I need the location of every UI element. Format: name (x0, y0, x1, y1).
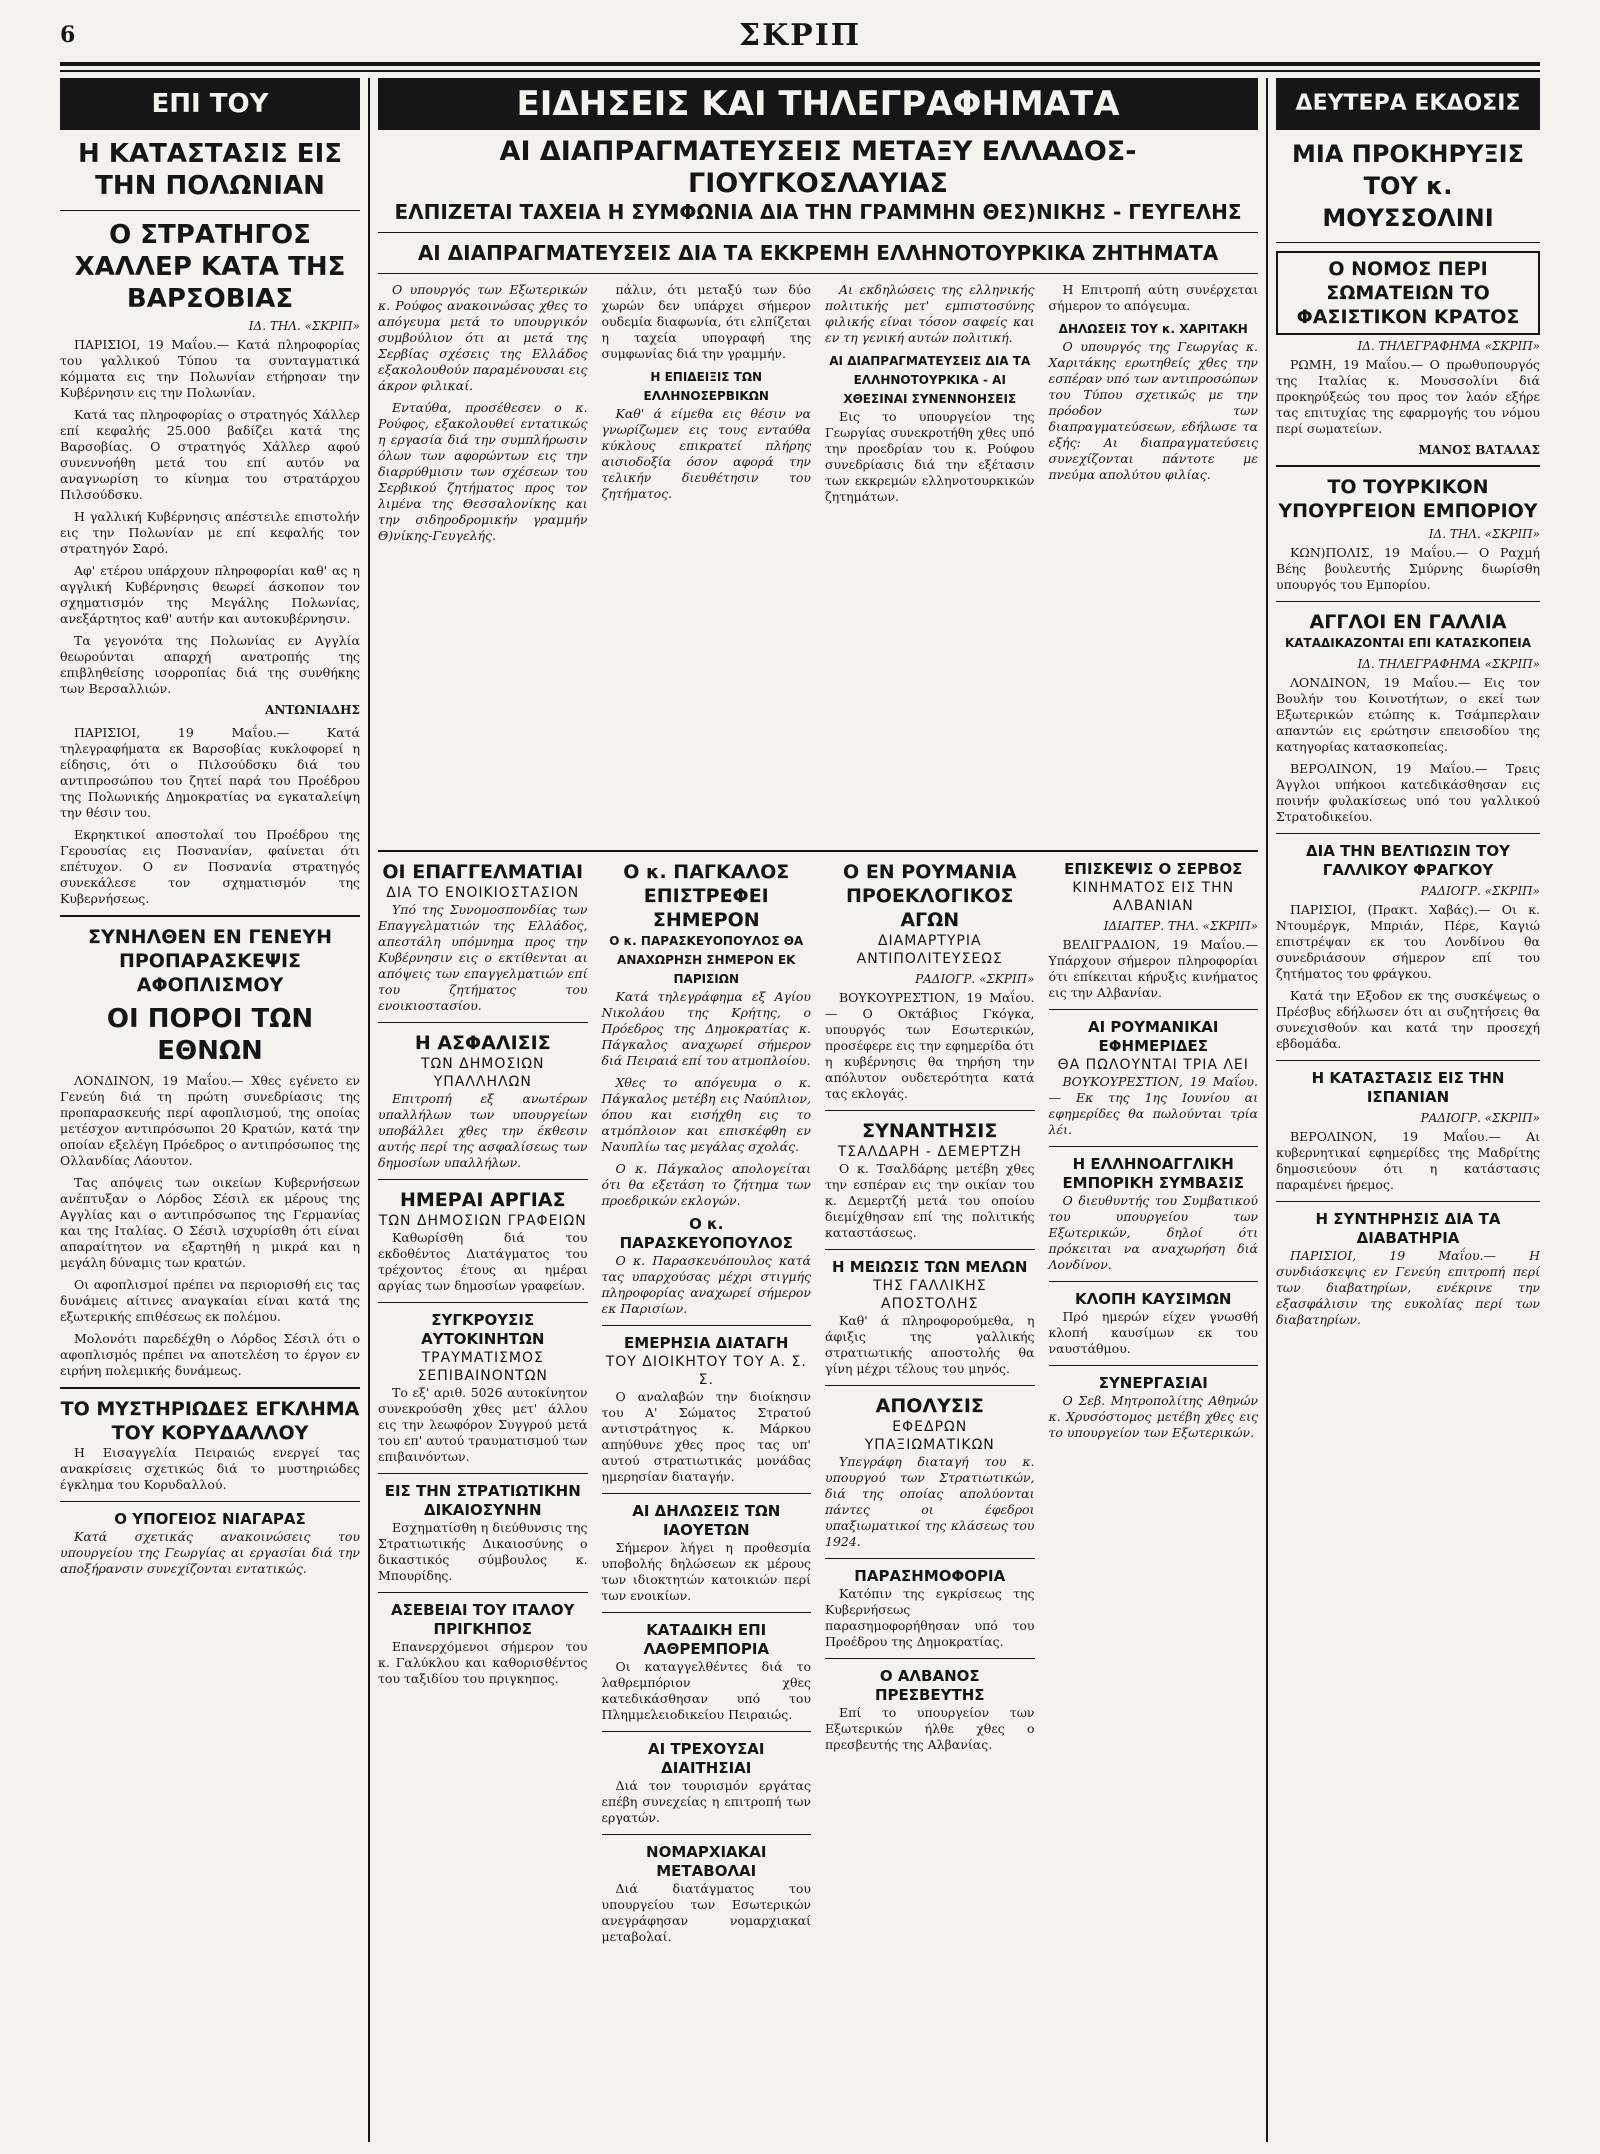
column-rule (1266, 78, 1268, 2142)
left-banner: ΕΠΙ ΤΟΥ (60, 78, 360, 130)
article-headline: Ο κ. ΠΑΡΑΣΚΕΥΟΠΟΥΛΟΣ (619, 1215, 793, 1252)
article-headline: ΠΑΡΑΣΗΜΟΦΟΡΙΑ (854, 1567, 1006, 1585)
article-text: ΛΟΝΔΙΝΟΝ, 19 Μαΐου.— Εις τον Βουλήν του Κοινοτήτων, ο εκεί των Εξωτερικών ετώπης κ. Τσάμπερλαιν απαντών εις ερώτησιν επεισοδίου της κατηγορίας κατασκοπείας. (1276, 675, 1540, 754)
article-text: Κατόπιν της εγκρίσεως της Κυβερνήσεως παρασημοφορήθησαν υπό του Προέδρου της Δημοκρατίας. (825, 1586, 1035, 1649)
divider (378, 273, 1258, 274)
article-text: ΚΩΝ)ΠΟΛΙΣ, 19 Μαΐου.— Ο Ραχμή Βέης βουλευτής Σμύρνης διωρίσθη υπουργός του Εμπορίου. (1276, 545, 1540, 592)
lower-col-3 (825, 860, 1035, 1951)
divider (602, 1834, 812, 1835)
right-subhead-espionage: ΚΑΤΑΔΙΚΑΖΟΝΤΑΙ ΕΠΙ ΚΑΤΑΣΚΟΠΕΙΑ (1284, 636, 1532, 650)
article-subhead: ΘΑ ΠΩΛΟΥΝΤΑΙ ΤΡΙΑ ΛΕΙ (1057, 1057, 1249, 1073)
article-subhead: Ο κ. ΠΑΡΑΣΚΕΥΟΠΟΥΛΟΣ ΘΑ ΑΝΑΧΩΡΗΣΗ ΣΗΜΕΡΟΝ ΕΚ ΠΑΡΙΣΙΩΝ (609, 934, 804, 986)
article-text: Ο υπουργός της Γεωργίας κ. Χαριτάκης ερωτηθείς χθες την εσπέραν υπό των αντιπροσώπων του Τύπου σχετικώς με την πρόοδον των διαπραγματεύσεων, εδήλωσε τα εξής: Αι διαπραγματεύσεις συνεχίζονται πάντοτε με πνεύμα απολύτου φιλίας. (1048, 339, 1258, 482)
masthead-rule-thin (60, 70, 1540, 72)
article-text: Εσχηματίσθη η διεύθυνσις της Στρατιωτικής Δικαιοσύνης ο δικαστικός σύμβουλος κ. Μπουρίδης. (378, 1520, 588, 1583)
article-headline: ΑΠΟΛΥΣΙΣ (875, 1395, 984, 1417)
left-headline-geneva: ΣΥΝΗΛΘΕΝ ΕΝ ΓΕΝΕΥΗ ΠΡΟΠΑΡΑΣΚΕΨΙΣ ΑΦΟΠΛΙΣΜΟΥ (87, 926, 332, 996)
divider (1049, 1146, 1259, 1147)
dateline: ΙΔ. ΤΗΛ. «ΣΚΡΙΠ» (248, 319, 360, 333)
divider (378, 1302, 588, 1303)
article-text: Το εξ' αριθ. 5026 αυτοκίνητον συνεκρούσθη χθες μετ' άλλου εις την λεωφόρον Συγγρού μετά του επ' αυτού τραυματισμού των επιβαινόντων. (378, 1385, 588, 1464)
article-text: Σήμερον λήγει η προθεσμία υποβολής δηλώσεων εκ μέρους των ιδιοκτητών κατοικιών περί των ενοικίων. (601, 1540, 811, 1603)
article-subhead: ΤΩΝ ΔΗΜΟΣΙΩΝ ΓΡΑΦΕΙΩΝ (378, 1213, 587, 1229)
center-banner: ΕΙΔΗΣΕΙΣ ΚΑΙ ΤΗΛΕΓΡΑΦΗΜΑΤΑ (378, 78, 1258, 130)
article-subhead: ΔΙΑ ΤΟ ΕΝΟΙΚΙΟΣΤΑΣΙΟΝ (386, 885, 580, 901)
dateline: ΙΔ. ΤΗΛΕΓΡΑΦΗΜΑ «ΣΚΡΙΠ» (1357, 339, 1540, 353)
article-text: ΠΑΡΙΣΙΟΙ, (Πρακτ. Χαβάς).— Οι κ. Ντουμέργκ, Μπριάν, Πέρε, Καγιώ επιστρέψαν εκ του Λονδίνου θα συνεδριάσουν σήμερον επί του ζητήματος του φράγκου. (1276, 902, 1540, 981)
divider (825, 1558, 1035, 1559)
top-story-headline: ΑΙ ΔΙΑΠΡΑΓΜΑΤΕΥΣΕΙΣ ΜΕΤΑΞΥ ΕΛΛΑΔΟΣ-ΓΙΟΥΓΚΟΣΛΑΥΙΑΣ (499, 136, 1137, 199)
divider (378, 850, 1258, 852)
article-text: Διά διατάγματος του υπουργείου των Εσωτερικών ανεγράφησαν νομαρχιακαί μεταβολαί. (601, 1881, 811, 1944)
dateline: ΡΑΔΙΟΓΡ. «ΣΚΡΙΠ» (1420, 1111, 1540, 1125)
divider (1276, 1060, 1540, 1061)
divider (602, 1325, 812, 1326)
article-text: ΒΕΡΟΛΙΝΟΝ, 19 Μαΐου.— Αι κυβερνητικαί εφημερίδες της Μαδρίτης δημοσιεύουν ότι η κατάστασις παραμένει ήρεμος. (1276, 1129, 1540, 1192)
article-text: Ο κ. Τσαλδάρης μετέβη χθες την εσπέραν εις την οικίαν του κ. Δεμερτζή μετά του οποίου διεμίχθησαν επί της πολιτικής καταστάσεως. (825, 1161, 1035, 1240)
divider (60, 1501, 360, 1502)
article-text: Αφ' ετέρου υπάρχουν πληροφορίαι καθ' ας η αγγλική Κυβέρνησις θεωρεί άσκοπον τον σχηματισμόν της Μεγάλης Πολωνίας, ανεξάρτητος καθ' αυτήν και αυτοκυβέρνησιν. (60, 563, 360, 626)
divider (60, 1387, 360, 1389)
article-subhead: ΤΩΝ ΔΗΜΟΣΙΩΝ ΥΠΑΛΛΗΛΩΝ (420, 1056, 545, 1090)
divider (378, 1022, 588, 1023)
article-headline: ΕΙΣ ΤΗΝ ΣΤΡΑΤΙΩΤΙΚΗΝ ΔΙΚΑΙΟΣΥΝΗΝ (384, 1482, 581, 1519)
section-subhead: ΑΙ ΔΙΑΠΡΑΓΜΑΤΕΥΣΕΙΣ ΔΙΑ ΤΑ ΕΛΛΗΝΟΤΟΥΡΚΙΚΑ - ΑΙ ΧΘΕΣΙΝΑΙ ΣΥΝΕΝΝΟΗΣΕΙΣ (829, 354, 1031, 406)
dateline: ΙΔ. ΤΗΛΕΓΡΑΦΗΜΑ «ΣΚΡΙΠ» (1357, 657, 1540, 671)
dateline: ΡΑΔΙΟΓΡ. «ΣΚΡΙΠ» (1420, 884, 1540, 898)
article-text: ΒΕΡΟΛΙΝΟΝ, 19 Μαΐου.— Τρεις Άγγλοι υπήκοοι κατεδικάσθησαν εις ποινήν φυλακίσεως υπό του γαλλικού Στρατοδικείου. (1276, 761, 1540, 824)
left-headline-niagara: Ο ΥΠΟΓΕΙΟΣ ΝΙΑΓΑΡΑΣ (114, 1510, 306, 1528)
divider (1049, 1281, 1259, 1282)
article-headline: ΣΥΝΑΝΤΗΣΙΣ (862, 1120, 998, 1142)
article-headline: ΑΙ ΤΡΕΧΟΥΣΑΙ ΔΙΑΙΤΗΣΙΑΙ (648, 1740, 765, 1777)
article-text: ΡΩΜΗ, 19 Μαΐου.— Ο πρωθυπουργός της Ιταλίας κ. Μουσσολίνι διά προκηρύξεώς του προς τον λαόν εξήρε τας επιτυχίας της εφαρμογής του νόμου περί σωματείων. (1276, 357, 1540, 436)
article-text: Εις το υπουργείον της Γεωργίας συνεκροτήθη χθες υπό την προεδρίαν του κ. Ρούφου συνεδρίασις διά την εξέτασιν των εκκρεμών ελληνοτουρκικών ζητημάτων. (825, 409, 1035, 504)
article-text: Διά τον τουρισμόν εργάτας επέβη συνεχείας η επιτροπή των εργατών. (601, 1778, 811, 1825)
article-text: Ο Σεβ. Μητροπολίτης Αθηνών κ. Χρυσόστομος μετέβη χθες εις το υπουργείον των Εξωτερικών. (1048, 1393, 1258, 1440)
article-text: Κατά σχετικάς ανακοινώσεις του υπουργείου της Γεωργίας αι εργασίαι διά την αποξήρανσιν συνεχίζονται εντατικώς. (60, 1529, 360, 1576)
article-subhead: ΤΡΑΥΜΑΤΙΣΜΟΣ ΣΕΠΙΒΑΙΝΟΝΤΩΝ (417, 1350, 548, 1384)
article-headline: ΗΜΕΡΑΙ ΑΡΓΙΑΣ (399, 1189, 566, 1211)
article-text: Κατά τηλεγράφημα εξ Αγίου Νικολάου της Κρήτης, ο Πρόεδρος της Δημοκρατίας κ. Πάγκαλος αναχωρεί σήμερον διά Πειραιά επί του ατμοπλοίου. (601, 989, 811, 1068)
article-headline: ΑΣΕΒΕΙΑΙ ΤΟΥ ΙΤΑΛΟΥ ΠΡΙΓΚΗΠΟΣ (391, 1601, 575, 1638)
article-text: Η Επιτροπή αύτη συνέρχεται σήμερον το απόγευμα. (1048, 282, 1258, 313)
top-story-col (602, 282, 812, 842)
article-headline: Η ΕΛΛΗΝΟΑΓΓΛΙΚΗ ΕΜΠΟΡΙΚΗ ΣΥΜΒΑΣΙΣ (1062, 1155, 1245, 1192)
divider (60, 210, 360, 211)
article-text: Ο αναλαβών την διοίκησιν του Α' Σώματος Στρατού αντιστράτηγος κ. Μάρκου απηύθυνε χθες προς τας υπ' αυτού στρατιωτικάς μονάδας ημερησίαν διαταγήν. (601, 1389, 811, 1484)
divider (378, 1592, 588, 1593)
right-headline-spain: Η ΚΑΤΑΣΤΑΣΙΣ ΕΙΣ ΤΗΝ ΙΣΠΑΝΙΑΝ (1311, 1069, 1505, 1106)
article-text: Οι αφοπλισμοί πρέπει να περιορισθή εις τας δυνάμεις αίτινες αναγκαίαι είναι κατά της εξωτερικής επιθέσεως εκ πολέμου. (60, 1277, 360, 1324)
signature: ΜΑΝΟΣ ΒΑΤΑΛΑΣ (1418, 443, 1540, 457)
divider (825, 1249, 1035, 1250)
right-banner: ΔΕΥΤΕΡΑ ΕΚΔΟΣΙΣ (1276, 78, 1540, 130)
article-headline: ΚΑΤΑΔΙΚΗ ΕΠΙ ΛΑΘΡΕΜΠΟΡΙΑ (643, 1621, 770, 1658)
article-subhead: ΤΣΑΛΔΑΡΗ - ΔΕΜΕΡΤΖΗ (837, 1144, 1022, 1160)
article-headline: ΝΟΜΑΡΧΙΑΚΑΙ ΜΕΤΑΒΟΛΑΙ (646, 1843, 767, 1880)
article-headline: ΣΥΝΕΡΓΑΣΙΑΙ (1098, 1374, 1208, 1392)
article-headline: Ο κ. ΠΑΓΚΑΛΟΣ ΕΠΙΣΤΡΕΦΕΙ ΣΗΜΕΡΟΝ (623, 861, 790, 931)
right-headline-franc: ΔΙΑ ΤΗΝ ΒΕΛΤΙΩΣΙΝ ΤΟΥ ΓΑΛΛΙΚΟΥ ΦΡΑΓΚΟΥ (1306, 842, 1510, 879)
dateline: ΙΔΙΑΙΤΕΡ. ΤΗΛ. «ΣΚΡΙΠ» (1103, 919, 1258, 933)
top-story-columns (378, 282, 1258, 842)
column-rule (368, 78, 370, 2142)
section-subhead: ΔΗΛΩΣΕΙΣ ΤΟΥ κ. ΧΑΡΙΤΑΚΗ (1058, 322, 1248, 336)
article-subhead: ΕΦΕΔΡΩΝ ΥΠΑΞΙΩΜΑΤΙΚΩΝ (864, 1419, 995, 1453)
article-text: ΠΑΡΙΣΙΟΙ, 19 Μαΐου.— Η συνδιάσκεψις εν Γενεύη επιτροπή περί των διαβατηρίων, ενέκρινε την εξασφάλισιν της ευκολίας περί των διαβατηρίων. (1276, 1248, 1540, 1327)
article-text: Επανερχόμενοι σήμερον του κ. Γαλύκλου και καθορισθέντος του ταξιδίου του πριγκηπος. (378, 1639, 588, 1686)
article-headline: ΣΥΓΚΡΟΥΣΙΣ ΑΥΤΟΚΙΝΗΤΩΝ (421, 1311, 545, 1348)
divider (1276, 465, 1540, 467)
article-text: Χθες το απόγευμα ο κ. Πάγκαλος μετέβη εις Ναύπλιον, όπου και εισήχθη εις το ατμόπλοιον και επισκέφθη εν Ναυπλίω τας μεγάλας σχολάς. (601, 1075, 811, 1154)
right-headline-mussolini: ΜΙΑ ΠΡΟΚΗΡΥΞΙΣ ΤΟΥ κ. ΜΟΥΣΣΟΛΙΝΙ (1292, 140, 1524, 232)
divider (1276, 833, 1540, 834)
article-headline: ΚΛΟΠΗ ΚΑΥΣΙΜΩΝ (1075, 1290, 1232, 1308)
left-headline-nations: ΟΙ ΠΟΡΟΙ ΤΩΝ ΕΘΝΩΝ (106, 1004, 314, 1066)
article-text: Μολονότι παρεδέχθη ο Λόρδος Σέσιλ ότι ο αφοπλισμός πρέπει να αποτελέση το έργον εν ειρήνη πολεμικής δυνάμεως. (60, 1331, 360, 1378)
top-story-col (1049, 282, 1259, 842)
divider (60, 915, 360, 917)
article-text: Επί το υπουργείον των Εξωτερικών ήλθε χθες ο πρεσβευτής της Αλβανίας. (825, 1705, 1035, 1752)
article-text: Κατά τας πληροφορίας ο στρατηγός Χάλλερ επί κεφαλής 25.000 βαδίζει κατά της Βαρσοβίας. Ο στρατηγός Χάλλερ αφού συνεννοήθη μετά του επί αυτόν να αναγνωρίση το κίνημα του στρατάρχου Πιλσούδσκυ. (60, 407, 360, 502)
article-text: Ο διευθυντής του Συμβατικού του υπουργείου των Εξωτερικών, δηλοί ότι πρόκειται να αναχωρήση διά Λονδίνον. (1048, 1193, 1258, 1272)
article-headline: ΑΙ ΔΗΛΩΣΕΙΣ ΤΩΝ ΙΑΟΥΕΤΩΝ (632, 1502, 781, 1539)
article-text: Ο υπουργός των Εξωτερικών κ. Ρούφος ανακοινώσας χθες το απόγευμα μετά το υπουργικόν συμβούλιον ότι αι μετά της Σερβίας σχέσεις της Ελλάδος εξακολουθούν παραμένουσαι εις άκρον φιλικαί. (378, 282, 588, 393)
right-headline-passports: Η ΣΥΝΤΗΡΗΣΙΣ ΔΙΑ ΤΑ ΔΙΑΒΑΤΗΡΙΑ (1315, 1210, 1501, 1247)
article-headline: Ο ΕΝ ΡΟΥΜΑΝΙΑ ΠΡΟΕΚΛΟΓΙΚΟΣ ΑΓΩΝ (843, 861, 1017, 931)
article-text: Η Εισαγγελία Πειραιώς ενεργεί τας ανακρίσεις σχετικώς διά το μυστηριώδες έγκλημα του Κορυδαλλού. (60, 1445, 360, 1492)
left-column (60, 78, 360, 2142)
article-text: ΠΑΡΙΣΙΟΙ, 19 Μαΐου.— Κατά πληροφορίας του γαλλικού Τύπου τα συνταγματικά κόμματα εις την Πολωνίαν ετήρησαν την Κυβέρνησιν εις την Πολωνίαν. (60, 337, 360, 400)
article-text: ΒΟΥΚΟΥΡΕΣΤΙΟΝ, 19 Μαΐου.— Ο Οκτάβιος Γκόγκα, υπουργός των Εσωτερικών, προσέφερε εις την εφημερίδα ότι η κυβέρνησις θα τηρήση την απόλυτον ουδετερότητα κατά τας εκλογάς. (825, 990, 1035, 1101)
divider (602, 1493, 812, 1494)
article-text: Ο κ. Παρασκευόπουλος κατά τας υπαρχούσας μέχρι στιγμής πληροφορίας αναχωρεί σήμερον εκ Παρισίων. (601, 1253, 811, 1316)
article-subhead: ΚΙΝΗΜΑΤΟΣ ΕΙΣ ΤΗΝ ΑΛΒΑΝΙΑΝ (1072, 880, 1235, 914)
article-text: Ενταύθα, προσέθεσεν ο κ. Ρούφος, εξακολουθεί εντατικώς η εργασία διά την συμπλήρωσιν όλων των αφορώντων εις την διαρρύθμισιν των σχέσεων του Σερβικού ζητήματος προς τον λιμένα της Θεσσαλονίκης και την σιδηροδρομικήν γραμμήν Θ)νίκης-Γευγελής. (378, 400, 588, 543)
divider (1049, 1365, 1259, 1366)
article-text: Η γαλλική Κυβέρνησις απέστειλε επιστολήν εις την Πολωνίαν με επί κεφαλής τον στρατηγόν Σαρό. (60, 509, 360, 556)
article-text: Κατά την Εξοδον εκ της συσκέψεως ο Πρέσβυς εδήλωσεν ότι αι συζητήσεις θα συνεχισθούν και κατά την προσεχή εβδομάδα. (1276, 988, 1540, 1051)
left-headline-poland: Η ΚΑΤΑΣΤΑΣΙΣ ΕΙΣ ΤΗΝ ΠΟΛΩΝΙΑΝ (78, 139, 342, 201)
divider (602, 1731, 812, 1732)
article-text: ΒΟΥΚΟΥΡΕΣΤΙΟΝ, 19 Μαΐου.— Εκ της 1ης Ιουνίου αι εφημερίδες θα πωλούνται τρία λέι. (1048, 1074, 1258, 1137)
masthead (60, 18, 1540, 68)
top-story-col (825, 282, 1035, 842)
article-text: Τα γεγονότα της Πολωνίας εν Αγγλία θεωρούνται απαρχή ανατροπής της επιβληθείσης ισορροπίας διά της συνθήκης των Βερσαλλιών. (60, 633, 360, 696)
article-headline: ΕΜΕΡΗΣΙΑ ΔΙΑΤΑΓΗ (624, 1334, 789, 1352)
article-text: Καθ' ά πληροφορούμεθα, η άφιξις της γαλλικής στρατιωτικής αποστολής θα γίνη μέχρι τέλους του μηνός. (825, 1313, 1035, 1376)
article-text: Οι καταγγελθέντες διά το λαθρεμπόριον χθες κατεδικάσθησαν υπό του Πλημμελειοδικείου Πειραιώς. (601, 1659, 811, 1722)
article-subhead: ΤΟΥ ΔΙΟΙΚΗΤΟΥ ΤΟΥ Α. Σ. Σ. (605, 1354, 807, 1388)
article-text: πάλιν, ότι μεταξύ των δύο χωρών δεν υπάρχει σήμερον ουδεμία διαφωνία, ότι ελπίζεται η ταχεία υπογραφή της συμφωνίας διά την γραμμήν. (601, 282, 811, 361)
article-headline: Ο ΑΛΒΑΝΟΣ ΠΡΕΣΒΕΥΤΗΣ (874, 1667, 985, 1704)
article-text: ΛΟΝΔΙΝΟΝ, 19 Μαΐου.— Χθες εγένετο εν Γενεύη διά τη πρώτη συνεδρίασις της προπαρασκευής περί αφοπλισμού, της οποίας μετέσχον αντιπρόσωποι 20 Κρατών, κατά την οποίαν εξελέγη Πρόεδρος ο αντιπρόσωπος της Ολλανδίας Λάουτον. (60, 1073, 360, 1168)
article-text: Τας απόψεις των οικείων Κυβερνήσεων ανέπτυξαν ο Λόρδος Σέσιλ εκ μέρους της Αγγλίας και ο αντιπρόσωπος της Γερμανίας και της Ιταλίας. Ο Σέσιλ ισχυρίσθη ότι είναι απαραίτητον να εξαρτηθή η μικρά και η μεγάλη δύναμις των κρατών. (60, 1175, 360, 1270)
article-text: Καθωρίσθη διά του εκδοθέντος Διατάγματος του τρέχοντος έτους αι ημέραι αργίας των δημοσίων γραφείων. (378, 1230, 588, 1293)
divider (378, 232, 1258, 233)
signature: ΑΝΤΩΝΙΑΔΗΣ (265, 703, 360, 717)
masthead-rule (60, 62, 1540, 66)
top-story-col (378, 282, 588, 842)
dateline: ΙΔ. ΤΗΛ. «ΣΚΡΙΠ» (1428, 527, 1540, 541)
right-headline-turkish: ΤΟ ΤΟΥΡΚΙΚΟΝ ΥΠΟΥΡΓΕΙΟΝ ΕΜΠΟΡΙΟΥ (1278, 476, 1538, 522)
article-text: Πρό ημερών είχεν γνωσθή κλοπή καυσίμων εκ του ναυστάθμου. (1048, 1309, 1258, 1356)
lower-col-4 (1049, 860, 1259, 1951)
divider (1276, 1201, 1540, 1202)
divider (825, 1658, 1035, 1659)
article-headline: ΕΠΙΣΚΕΨΙΣ Ο ΣΕΡΒΟΣ (1064, 860, 1243, 878)
lower-columns (378, 860, 1258, 1951)
lower-col-1 (378, 860, 588, 1951)
article-text: Υπό της Συνομοσπονδίας των Επαγγελματιών της Ελλάδος, απεστάλη υπόμνημα προς την Κυβέρνησιν εις ο εκτίθενται αι απόψεις των επαγγελματιών επί του ζητήματος του ενοικιοστασίου. (378, 902, 588, 1013)
article-text: ΠΑΡΙΣΙΟΙ, 19 Μαΐου.— Κατά τηλεγραφήματα εκ Βαρσοβίας κυκλοφορεί η είδησις, ότι ο Πιλσούδσκυ διά του αντιπροσώπου του ζητεί παρά του Προέδρου της Πολωνικής Δημοκρατίας να εγκαταλείψη την θέσιν του. (60, 725, 360, 820)
divider (1049, 1009, 1259, 1010)
article-subhead: ΤΗΣ ΓΑΛΛΙΚΗΣ ΑΠΟΣΤΟΛΗΣ (872, 1278, 987, 1312)
divider (378, 1473, 588, 1474)
top-story-subhead: ΕΛΠΙΖΕΤΑΙ ΤΑΧΕΙΑ Η ΣΥΜΦΩΝΙΑ ΔΙΑ ΤΗΝ ΓΡΑΜΜΗΝ ΘΕΣ)ΝΙΚΗΣ - ΓΕΥΓΕΛΗΣ (394, 200, 1242, 224)
article-text: Καθ' ά είμεθα εις θέσιν να γνωρίζωμεν εις τους ενταύθα κύκλους επικρατεί πλήρης αισιοδοξία όσον αφορά την τελικήν διευθέτησιν του ζητήματος. (601, 406, 811, 501)
article-text: Υπεγράφη διαταγή του κ. υπουργού των Στρατιωτικών, διά της οποίας απολύονται πάντες οι έφεδροι υπαξιωματικοί της κλάσεως του 1924. (825, 1454, 1035, 1549)
left-headline-crime: ΤΟ ΜΥΣΤΗΡΙΩΔΕΣ ΕΓΚΛΗΜΑ ΤΟΥ ΚΟΡΥΔΑΛΛΟΥ (60, 1398, 360, 1444)
right-headline-english: ΑΓΓΛΟΙ ΕΝ ΓΑΛΛΙΑ (1309, 611, 1507, 633)
article-headline: Η ΑΣΦΑΛΙΣΙΣ (414, 1032, 551, 1054)
divider (825, 1110, 1035, 1111)
article-headline: ΑΙ ΡΟΥΜΑΝΙΚΑΙ ΕΦΗΜΕΡΙΔΕΣ (1087, 1018, 1219, 1055)
article-text: ΒΕΛΙΓΡΑΔΙΟΝ, 19 Μαΐου.— Υπάρχουν σήμερον πληροφορίαι ότι επίκειται κήρυξις κινήματος εις την Αλβανίαν. (1048, 937, 1258, 1000)
article-subhead: ΔΙΑΜΑΡΤΥΡΙΑ ΑΝΤΙΠΟΛΙΤΕΥΣΕΩΣ (856, 933, 1003, 967)
right-headline-fascist: Ο ΝΟΜΟΣ ΠΕΡΙ ΣΩΜΑΤΕΙΩΝ ΤΟ ΦΑΣΙΣΤΙΚΟΝ ΚΡΑΤΟΣ (1276, 251, 1540, 335)
divider (825, 1385, 1035, 1386)
page-number: 6 (60, 22, 76, 48)
article-text: Επιτροπή εξ ανωτέρων υπαλλήλων των υπουργείων υποβάλλει χθες την έκθεσιν αυτής περί της ασφαλίσεως των δημοσίων υπαλλήλων. (378, 1091, 588, 1170)
lower-col-2 (602, 860, 812, 1951)
divider (378, 1179, 588, 1180)
article-text: Αι εκδηλώσεις της ελληνικής πολιτικής μετ' εμπιστοσύνης φιλικής είναι τόσον σαφείς και εν τη γενική αυτών πολιτική. (825, 282, 1035, 345)
newspaper-name: ΣΚΡΙΠ (738, 18, 862, 53)
top-story-subhead-2: ΑΙ ΔΙΑΠΡΑΓΜΑΤΕΥΣΕΙΣ ΔΙΑ ΤΑ ΕΚΚΡΕΜΗ ΕΛΛΗΝΟΤΟΥΡΚΙΚΑ ΖΗΤΗΜΑΤΑ (417, 241, 1219, 265)
dateline: ΡΑΔΙΟΓΡ. «ΣΚΡΙΠ» (915, 972, 1035, 986)
right-column (1276, 78, 1540, 2142)
divider (1276, 242, 1540, 243)
article-text: Ο κ. Πάγκαλος απολογείται ότι θα εξετάση το ζήτημα των προεδρικών εκλογών. (601, 1161, 811, 1208)
left-headline-haller: Ο ΣΤΡΑΤΗΓΟΣ ΧΑΛΛΕΡ ΚΑΤΑ ΤΗΣ ΒΑΡΣΟΒΙΑΣ (74, 220, 346, 314)
article-headline: Η ΜΕΙΩΣΙΣ ΤΩΝ ΜΕΛΩΝ (832, 1258, 1028, 1276)
center-section (378, 78, 1258, 2142)
section-subhead: Η ΕΠΙΔΕΙΞΙΣ ΤΩΝ ΕΛΛΗΝΟΣΕΡΒΙΚΩΝ (643, 370, 769, 403)
article-headline: ΟΙ ΕΠΑΓΓΕΛΜΑΤΙΑΙ (382, 861, 584, 883)
divider (602, 1612, 812, 1613)
article-text: Εκρηκτικοί αποστολαί του Προέδρου της Γερουσίας εις Ποσνανίαν, φαίνεται ότι επέτυχον. Ο εν Ποσνανία στρατηγός συνεκάλεσε τον σχηματισμόν της Κυβερνήσεως. (60, 827, 360, 906)
divider (1276, 601, 1540, 602)
